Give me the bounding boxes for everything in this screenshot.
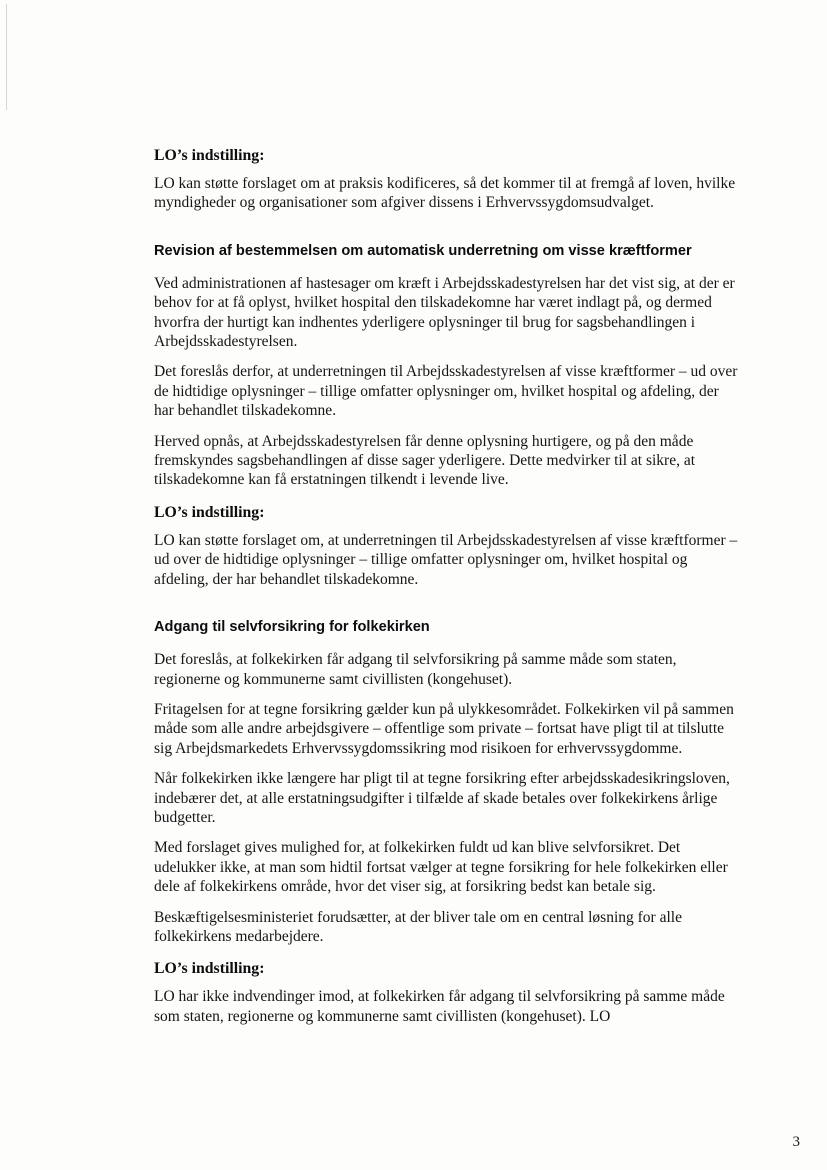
lo-recommendation-heading: LO’s indstilling: xyxy=(154,147,265,164)
page-number: 3 xyxy=(792,1134,800,1150)
paragraph: Beskæftigelsesministeriet forudsætter, at der bliver tale om en central løsning for alle folkekirkens medarbejdere. xyxy=(154,908,682,945)
paragraph: Med forslaget gives mulighed for, at folkekirken fuldt ud kan blive selvforsikret. Det udelukker ikke, at man som hidtil fortsat vælger at tegne forsikring for hele folkekirken eller dele af folkekirkens område, hvor det viser sig, at forsikring bedst kan betale sig. xyxy=(154,839,728,896)
paragraph: LO kan støtte forslaget om, at underretningen til Arbejdsskadestyrelsen af visse kræftformer – ud over de hidtidige oplysninger – tillige omfatter oplysninger om, hvilket hospital og afdeling, der har behandlet tilskadekomne. xyxy=(154,531,738,588)
paragraph: Herved opnås, at Arbejdsskadestyrelsen får denne oplysning hurtigere, og på den måde fremskyndes sagsbehandlingen af disse sager yderligere. Dette medvirker til at sikre, at tilskadekomne kan få erstatningen tilkendt i levende live. xyxy=(154,432,696,489)
paragraph: LO har ikke indvendinger imod, at folkekirken får adgang til selvforsikring på samme måde som staten, regionerne og kommunerne samt civillisten (kongehuset). LO xyxy=(154,988,725,1025)
paragraph: Ved administrationen af hastesager om kræft i Arbejdsskadestyrelsen har det vist sig, at der er behov for at få oplyst, hvilket hospital den tilskadekomne har været indlagt på, og dermed hvorfra der hurtigt kan indhentes yderligere oplysninger til brug for sagsbehandlingen i Arbejdsskadestyrelsen. xyxy=(154,274,735,351)
lo-recommendation-heading: LO’s indstilling: xyxy=(154,503,265,521)
paragraph: Når folkekirken ikke længere har pligt til at tegne forsikring efter arbejdsskadesikringsloven, indebærer det, at alle erstatningsudgifter i tilfælde af skade betales over folkekirkens årlige budgetter. xyxy=(154,770,730,826)
paragraph: Fritagelsen for at tegne forsikring gælder kun på ulykkesområdet. Folkekirken vil på sammen måde som alle andre arbejdsgivere – offentlige som private – fortsat have pligt til at tilslutte sig Arbejdsmarkedets Erhvervssygdomssikring mod risikoen for erhvervssygdomme. xyxy=(154,700,734,757)
paragraph: LO kan støtte forslaget om at praksis kodificeres, så det kommer til at fremgå af loven, hvilke myndigheder og organisationer som afgiver dissens i Erhvervssygdomsudvalget. xyxy=(154,175,736,212)
document-content-column xyxy=(154,146,740,1037)
scan-artifact-line xyxy=(6,4,7,110)
section-heading-self-insurance-church: Adgang til selvforsikring for folkekirken xyxy=(154,619,430,636)
lo-recommendation-heading: LO’s indstilling: xyxy=(154,960,265,978)
paragraph: Det foreslås, at folkekirken får adgang til selvforsikring på samme måde som staten, regionerne og kommunerne samt civillisten (kongehuset). xyxy=(154,651,677,688)
section-heading-cancer-notification: Revision af bestemmelsen om automatisk underretning om visse kræftformer xyxy=(154,242,692,259)
paragraph: Det foreslås derfor, at underretningen til Arbejdsskadestyrelsen af visse kræftformer – ud over de hidtidige oplysninger – tillige omfatter oplysninger om, hvilket hospital og afdeling, der har behandlet tilskadekomne. xyxy=(154,363,738,420)
